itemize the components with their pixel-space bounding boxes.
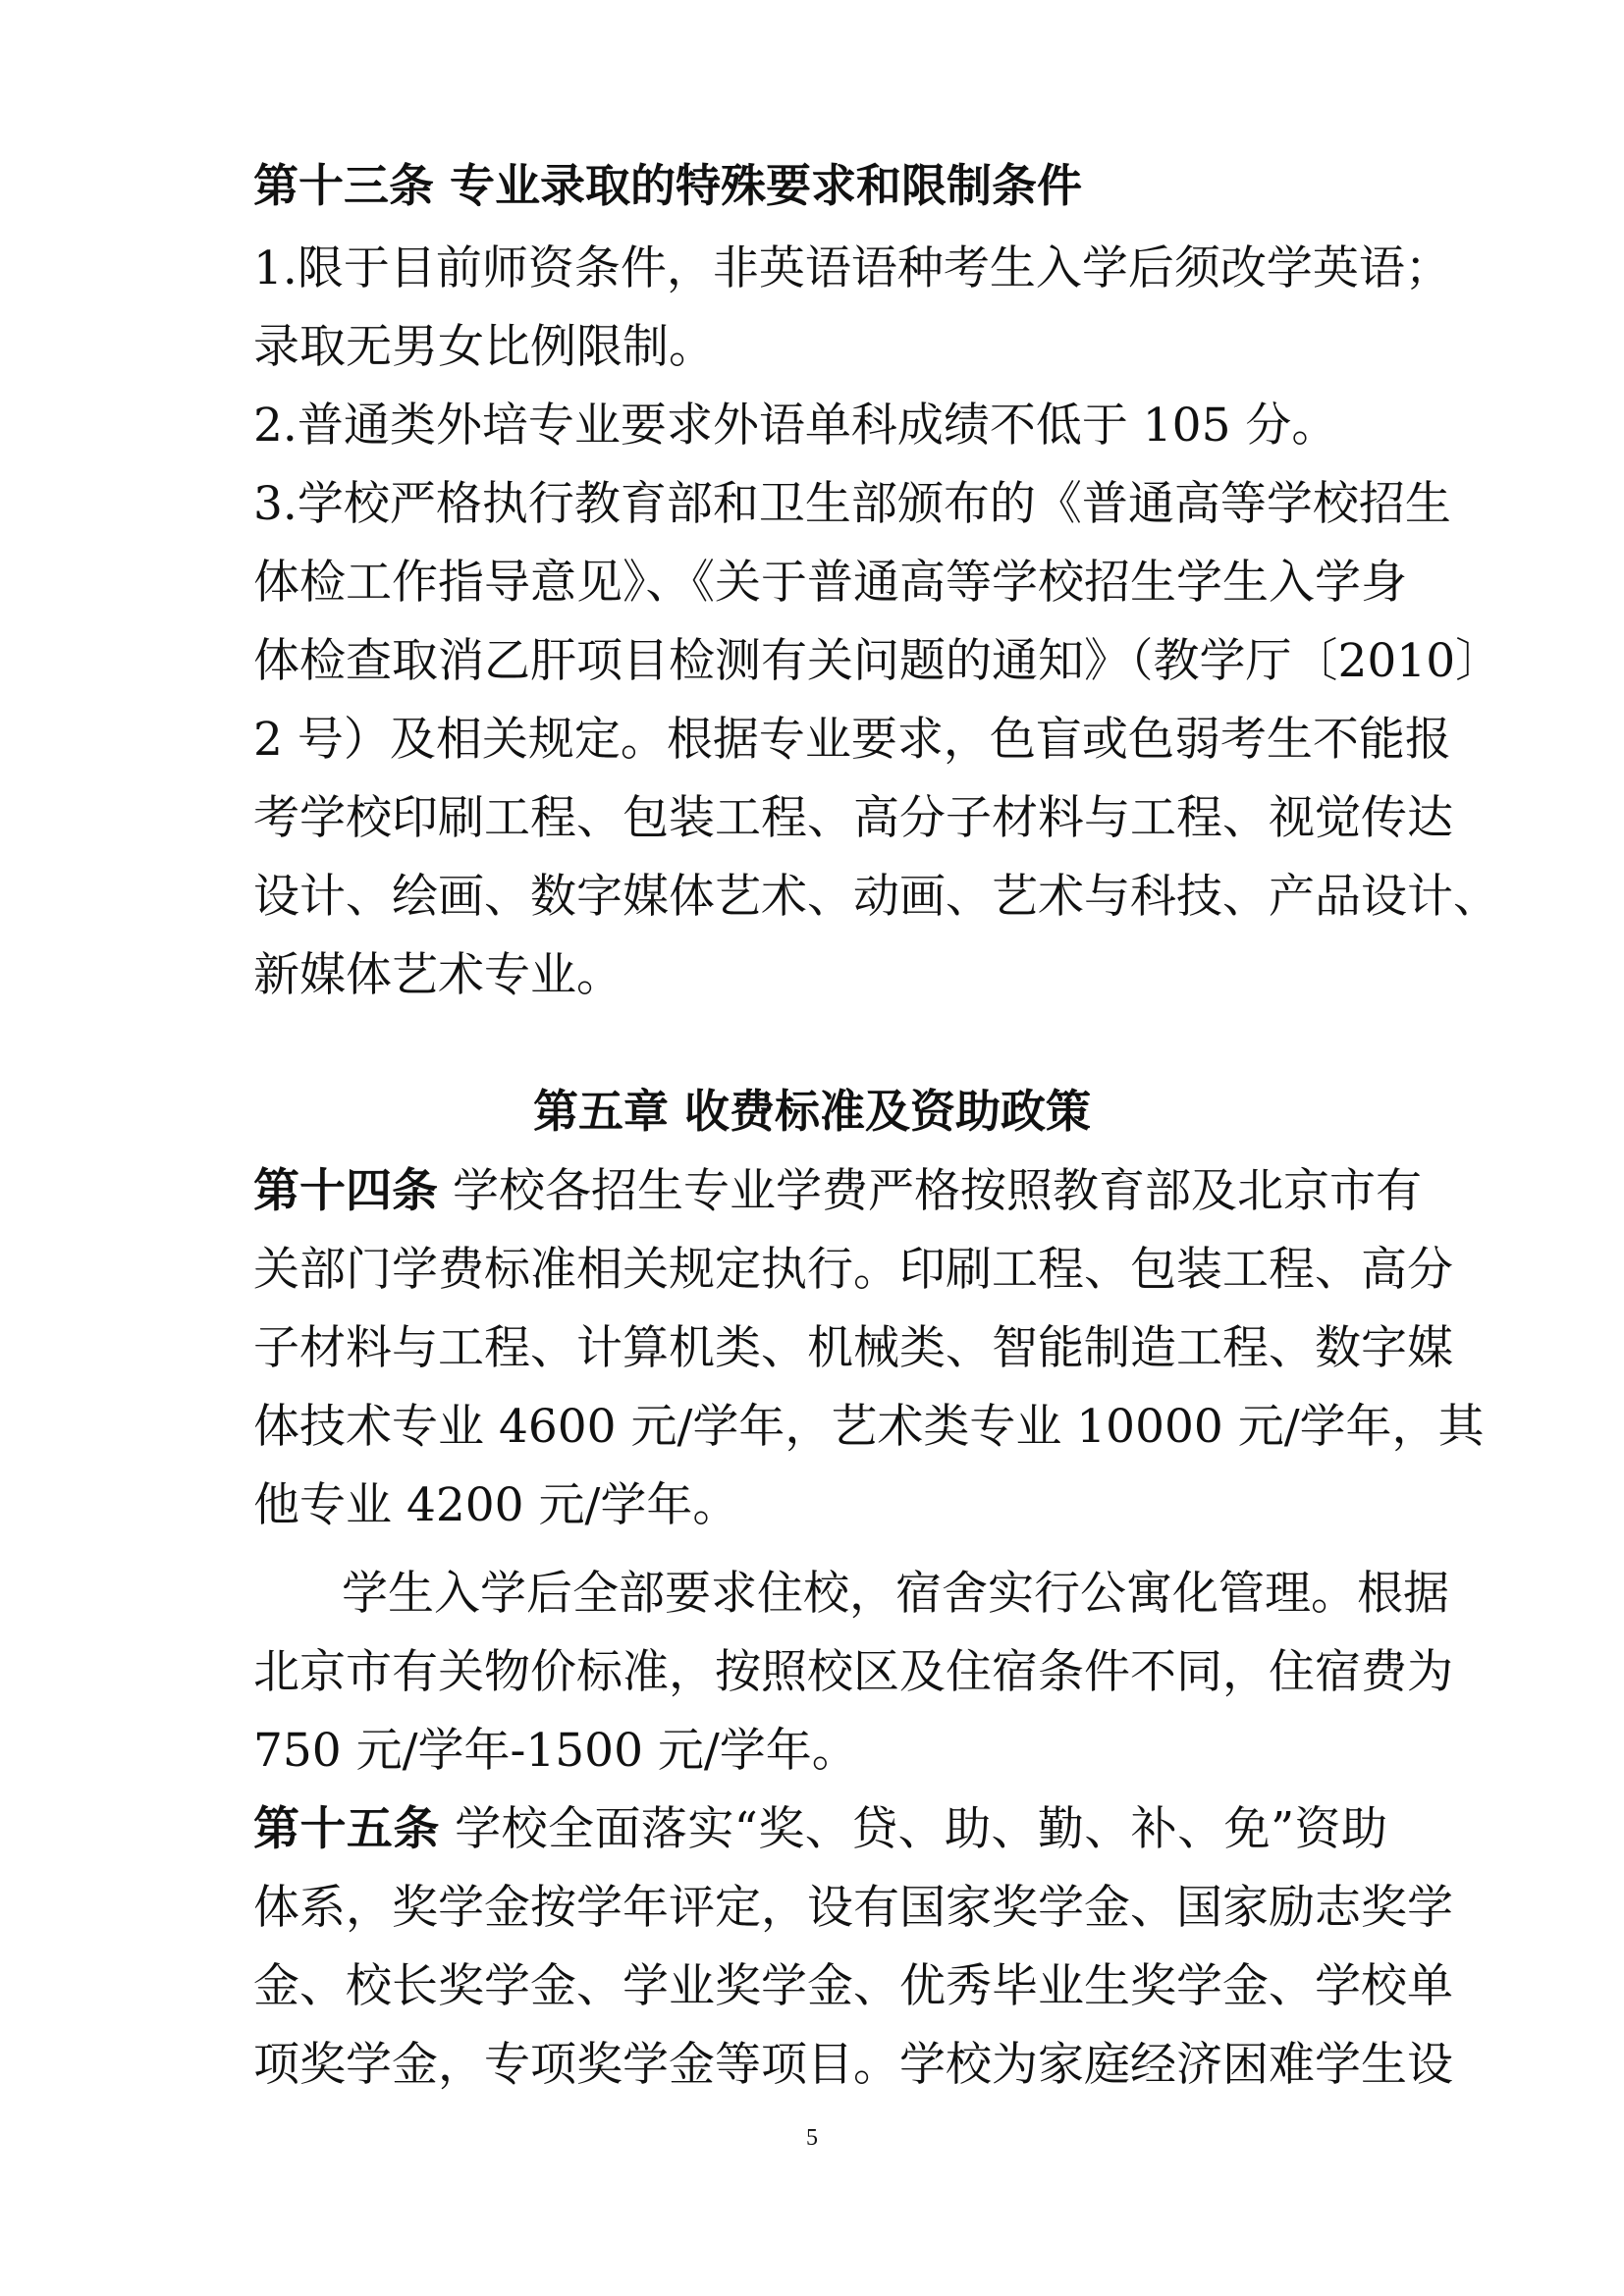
article-13-line: 2 号）及相关规定。根据专业要求，色盲或色弱考生不能报	[253, 713, 1451, 767]
article-14-para2-line: 750 元/学年-1500 元/学年。	[253, 1724, 858, 1778]
article-13-line: 2.普通类外培专业要求外语单科成绩不低于 105 分。	[253, 399, 1338, 453]
article-13-line: 1.限于目前师资条件，非英语语种考生入学后须改学英语；	[253, 241, 1451, 295]
article-15-first-line-text: 学校全面落实“奖、贷、助、勤、补、免”资助	[439, 1802, 1388, 1856]
article-15-label: 第十五条	[253, 1802, 440, 1856]
chapter-5-title: 第五章 收费标准及资助政策	[532, 1085, 1091, 1138]
article-14-line: 关部门学费标准相关规定执行。印刷工程、包装工程、高分	[253, 1243, 1453, 1297]
article-15-line: 项奖学金，专项奖学金等项目。学校为家庭经济困难学生设	[253, 2038, 1453, 2092]
article-13-line: 录取无男女比例限制。	[253, 320, 715, 374]
article-15-first-line	[253, 1798, 1387, 1861]
article-13-line: 3.学校严格执行教育部和卫生部颁布的《普通高等学校招生	[253, 477, 1451, 531]
article-14-label: 第十四条	[253, 1164, 438, 1218]
article-14-line: 子材料与工程、计算机类、机械类、智能制造工程、数字媒	[253, 1321, 1453, 1375]
article-14-first-line	[253, 1160, 1422, 1223]
page-number: 5	[806, 2125, 818, 2151]
article-14-line: 体技术专业 4600 元/学年，艺术类专业 10000 元/学年，其	[253, 1400, 1485, 1454]
article-14-para2-line: 学生入学后全部要求住校，宿舍实行公寓化管理。根据	[342, 1567, 1449, 1621]
article-14-first-line-text: 学校各招生专业学费严格按照教育部及北京市有	[438, 1164, 1422, 1218]
article-15-line: 金、校长奖学金、学业奖学金、优秀毕业生奖学金、学校单	[253, 1959, 1453, 2013]
article-13-line: 体检工作指导意见》、《关于普通高等学校招生学生入学身	[253, 556, 1407, 610]
article-14-line: 他专业 4200 元/学年。	[253, 1478, 739, 1532]
article-14-para2-line: 北京市有关物价标准，按照校区及住宿条件不同，住宿费为	[253, 1645, 1453, 1699]
article-13-line: 设计、绘画、数字媒体艺术、动画、艺术与科技、产品设计、	[253, 870, 1499, 924]
article-15-line: 体系，奖学金按学年评定，设有国家奖学金、国家励志奖学	[253, 1881, 1453, 1935]
article-13-line: 体检查取消乙肝项目检测有关问题的通知》（教学厅〔2010〕	[253, 634, 1502, 688]
article-13-line: 考学校印刷工程、包装工程、高分子材料与工程、视觉传达	[253, 791, 1453, 845]
article-13-heading: 第十三条 专业录取的特殊要求和限制条件	[253, 159, 1083, 212]
article-13-line: 新媒体艺术专业。	[253, 948, 623, 1002]
